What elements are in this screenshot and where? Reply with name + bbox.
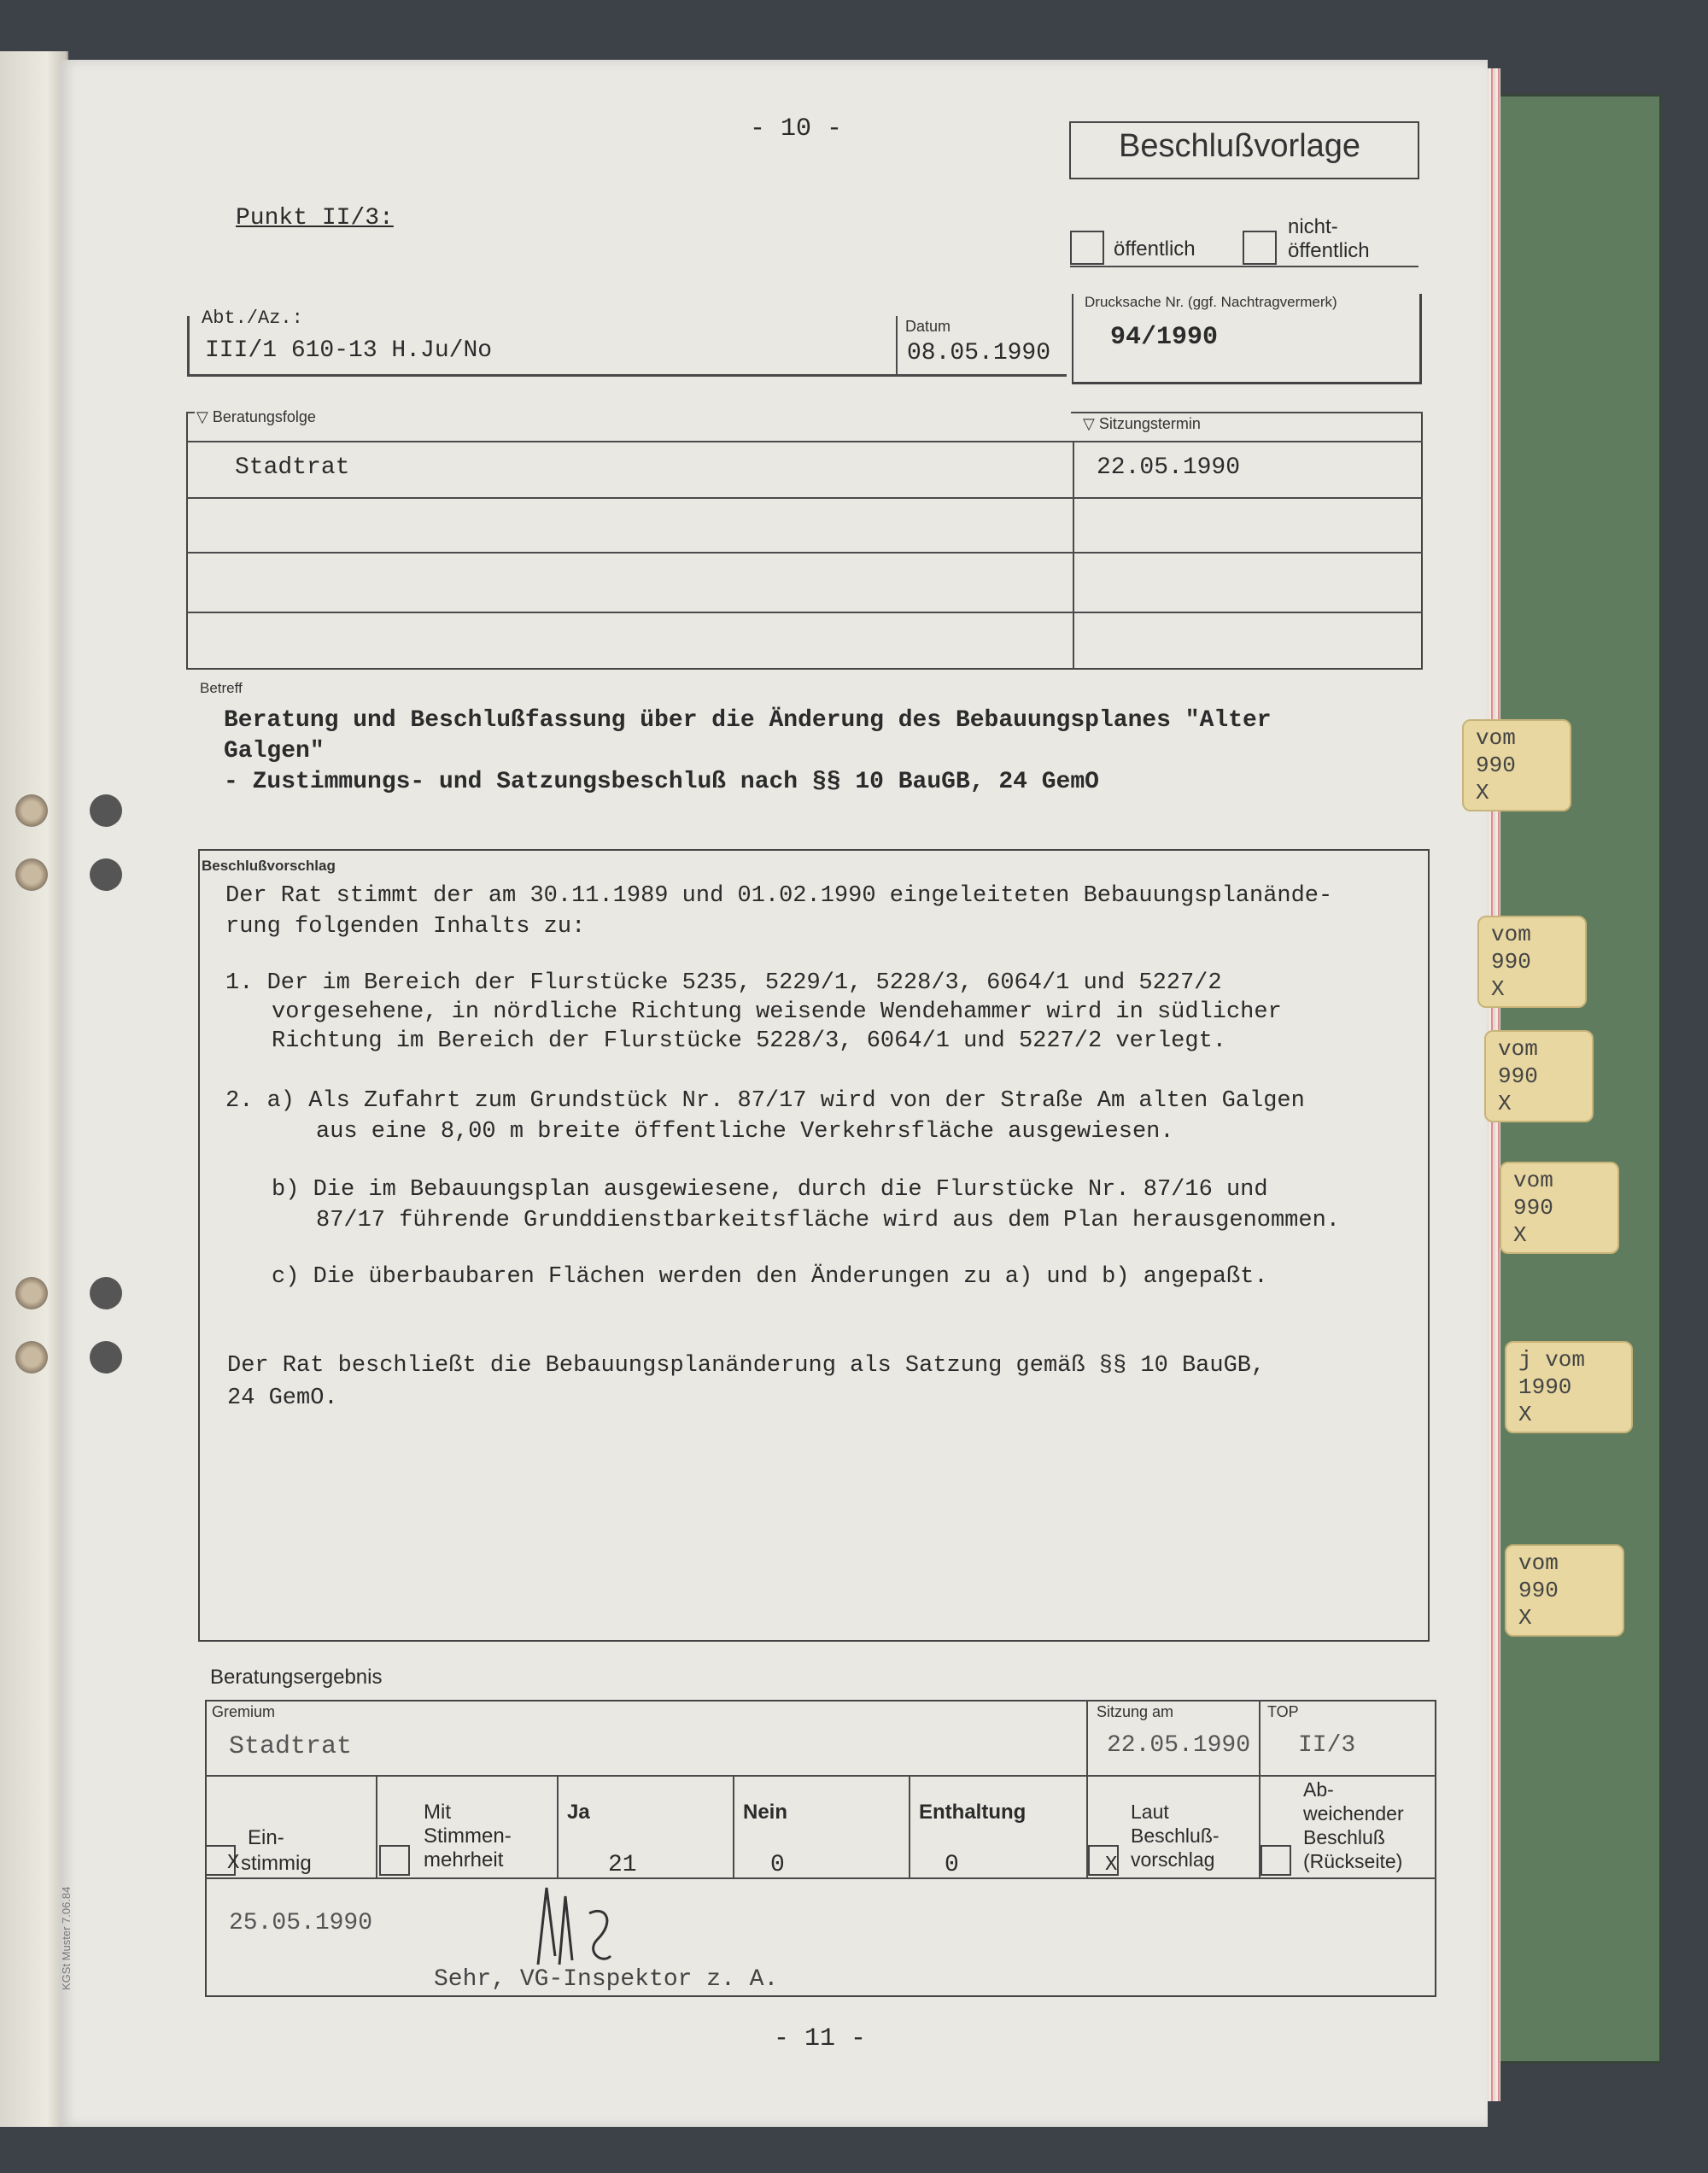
vorschlag-p1-line-3: Richtung im Bereich der Flurstücke 5228/3, 6064/1 und 5227/2 verlegt.	[272, 1028, 1226, 1054]
ergebnis-date: 25.05.1990	[229, 1910, 373, 1936]
vorschlag-p2a-line-2: aus eine 8,00 m breite öffentliche Verkehrsfläche ausgewiesen.	[316, 1119, 1174, 1145]
vorschlag-p1-line-1: 1. Der im Bereich der Flurstücke 5235, 5229/1, 5228/3, 6064/1 und 5227/2	[225, 970, 1222, 996]
mehrheit-label-2: Stimmen-	[424, 1824, 512, 1848]
laut-label-3: vorschlag	[1131, 1848, 1215, 1871]
punch-hole	[90, 858, 122, 891]
vorschlag-final-2: 24 GemO.	[227, 1385, 338, 1411]
vorschlag-p2c: c) Die überbaubaren Flächen werden den Änderungen zu a) und b) angepaßt.	[272, 1264, 1268, 1290]
beratungsfolge-termin: 22.05.1990	[1097, 454, 1241, 481]
beratungsfolge-table	[186, 412, 1423, 670]
signer: Sehr, VG-Inspektor z. A.	[434, 1966, 779, 1993]
index-tab: vom 990 X	[1477, 916, 1587, 1008]
abweichend-label-4: (Rückseite)	[1303, 1850, 1403, 1872]
index-tab: vom 990 X	[1484, 1030, 1594, 1122]
gremium-label: Gremium	[212, 1703, 276, 1720]
drucksache-value: 94/1990	[1110, 323, 1219, 352]
einstimmig-mark: X	[227, 1852, 240, 1875]
gremium-value: Stadtrat	[229, 1732, 353, 1761]
beschlussvorschlag-box	[198, 849, 1430, 1642]
einstimmig-label-1: Ein-	[248, 1826, 284, 1849]
vorschlag-p1-line-2: vorgesehene, in nördliche Richtung weisende Wendehammer wird in südlicher	[272, 999, 1282, 1025]
agenda-point: Punkt II/3:	[236, 205, 394, 231]
vorschlag-p2a-line-1: 2. a) Als Zufahrt zum Grundstück Nr. 87/17 wird von der Straße Am alten Galgen	[225, 1088, 1305, 1114]
nein-value: 0	[770, 1852, 785, 1878]
nein-label: Nein	[743, 1801, 788, 1824]
betreff-line-2: Galgen"	[224, 738, 325, 764]
punch-hole	[15, 858, 48, 891]
index-tab: vom 990 X	[1462, 719, 1571, 811]
punch-hole	[15, 1277, 48, 1309]
beratungsfolge-gremium: Stadtrat	[235, 454, 350, 481]
betreff-line-1: Beratung und Beschlußfassung über die Änderung des Bebauungsplanes "Alter	[224, 707, 1272, 734]
binder-left-page	[0, 51, 68, 2127]
beratungsfolge-label: ▽ Beratungsfolge	[196, 408, 316, 425]
vorschlag-final-1: Der Rat beschließt die Bebauungsplanänderung als Satzung gemäß §§ 10 BauGB,	[227, 1353, 1266, 1379]
betreff-line-3: - Zustimmungs- und Satzungsbeschluß nach §§ 10 BauGB, 24 GemO	[224, 769, 1099, 795]
page-number-bottom: - 11 -	[774, 2024, 867, 2053]
top-label: TOP	[1267, 1703, 1299, 1720]
laut-label-2: Beschluß-	[1131, 1824, 1220, 1847]
abweichender-beschluss-checkbox[interactable]	[1261, 1845, 1291, 1876]
public-label: öffentlich	[1114, 237, 1196, 261]
index-tab: vom 990 X	[1500, 1162, 1619, 1254]
einstimmig-label-2: stimmig	[241, 1852, 312, 1875]
abweichend-label-3: Beschluß	[1303, 1826, 1385, 1848]
laut-mark: X	[1105, 1854, 1118, 1877]
betreff-label: Betreff	[200, 680, 243, 696]
nonpublic-label-1: nicht-	[1288, 215, 1338, 238]
vorschlag-intro-1: Der Rat stimmt der am 30.11.1989 und 01.02.1990 eingeleiteten Bebauungsplanände-	[225, 883, 1333, 909]
form-title: Beschlußvorlage	[1119, 128, 1361, 164]
sitzung-label: Sitzung am	[1097, 1703, 1174, 1720]
az-value: III/1 610-13 H.Ju/No	[205, 337, 493, 364]
datum-value: 08.05.1990	[907, 340, 1051, 366]
abweichend-label-2: weichender	[1303, 1802, 1404, 1824]
punch-hole	[90, 1277, 122, 1309]
punch-hole	[90, 1341, 122, 1374]
vorschlag-intro-2: rung folgenden Inhalts zu:	[225, 914, 586, 940]
vorschlag-p2b-line-1: b) Die im Bebauungsplan ausgewiesene, durch die Flurstücke Nr. 87/16 und	[272, 1177, 1268, 1203]
mehrheit-checkbox[interactable]	[379, 1845, 410, 1876]
handwritten-signature	[521, 1862, 640, 1982]
drucksache-label: Drucksache Nr. (ggf. Nachtragvermerk)	[1085, 294, 1337, 310]
datum-label: Datum	[905, 318, 951, 335]
punch-hole	[90, 794, 122, 827]
index-tab: vom 990 X	[1505, 1544, 1624, 1637]
nonpublic-label-2: öffentlich	[1288, 239, 1370, 262]
punch-hole	[15, 794, 48, 827]
az-label: Abt./Az.:	[202, 308, 303, 329]
nonpublic-checkbox[interactable]	[1243, 231, 1277, 265]
enthaltung-value: 0	[945, 1852, 959, 1878]
page-number-top: - 10 -	[750, 114, 843, 144]
beratungsergebnis-label: Beratungsergebnis	[210, 1666, 383, 1689]
laut-label-1: Laut	[1131, 1801, 1169, 1823]
sitzung-value: 22.05.1990	[1107, 1732, 1251, 1759]
form-imprint: KGSt Muster 7.06.84	[60, 1886, 73, 1990]
punch-hole	[15, 1341, 48, 1374]
vorschlag-p2b-line-2: 87/17 führende Grunddienstbarkeitsfläche wird aus dem Plan herausgenommen.	[316, 1208, 1340, 1233]
enthaltung-label: Enthaltung	[919, 1801, 1027, 1824]
top-value: II/3	[1298, 1732, 1356, 1759]
beschlussvorschlag-label: Beschlußvorschlag	[202, 858, 336, 874]
index-tab: j vom 1990 X	[1505, 1341, 1633, 1433]
ja-label: Ja	[567, 1801, 590, 1824]
mehrheit-label-3: mehrheit	[424, 1848, 504, 1871]
public-checkbox[interactable]	[1070, 231, 1104, 265]
ja-value: 21	[608, 1852, 637, 1878]
abweichend-label-1: Ab-	[1303, 1778, 1334, 1801]
sitzungstermin-label: ▽ Sitzungstermin	[1083, 415, 1201, 432]
mehrheit-label-1: Mit	[424, 1801, 451, 1824]
